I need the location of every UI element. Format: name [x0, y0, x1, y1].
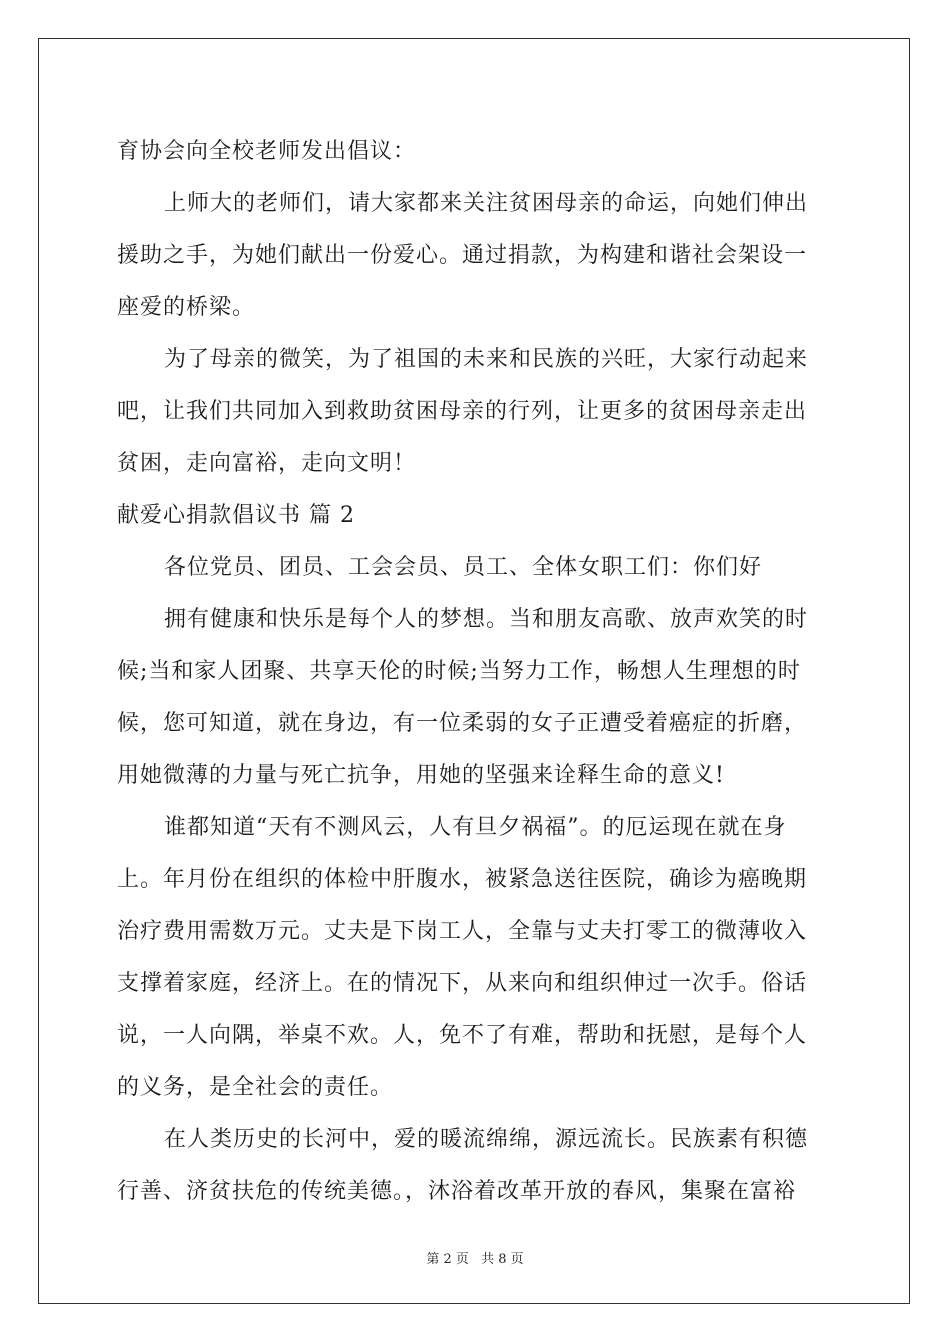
- text-line: 谁都知道“天有不测风云，人有旦夕祸福”。的厄运现在就在身: [164, 815, 787, 840]
- text-line: 在人类历史的长河中，爱的暖流绵绵，源远流长。民族素有积德: [164, 1127, 809, 1152]
- text-line: 说，一人向隅，举桌不欢。人，免不了有难，帮助和抚慰，是每个人: [117, 1023, 808, 1048]
- text-line: 献爱心捐款倡议书 篇 2: [117, 503, 355, 528]
- text-line: 为了母亲的微笑，为了祖国的未来和民族的兴旺，大家行动起来: [164, 347, 809, 372]
- text-line: 座爱的桥梁。: [117, 295, 256, 320]
- text-line: 候;当和家人团聚、共享天伦的时候;当努力工作，畅想人生理想的时: [117, 659, 801, 684]
- text-line: 上师大的老师们，请大家都来关注贫困母亲的命运，向她们伸出: [164, 191, 809, 216]
- text-line: 治疗费用需数万元。丈夫是下岗工人，全靠与丈夫打零工的微薄收入: [117, 919, 808, 944]
- text-line: 贫困，走向富裕，走向文明！: [117, 451, 417, 476]
- text-line: 的义务，是全社会的责任。: [117, 1075, 394, 1100]
- page-number: 第 2 页: [426, 1252, 469, 1267]
- text-line: 行善、济贫扶危的传统美德。，沐浴着改革开放的春风，集聚在富裕: [117, 1179, 797, 1204]
- text-line: 援助之手，为她们献出一份爱心。通过捐款，为构建和谐社会架设一: [117, 243, 808, 268]
- page-footer: [0, 1248, 950, 1267]
- text-line: 候，您可知道，就在身边，有一位柔弱的女子正遭受着癌症的折磨，: [117, 711, 808, 736]
- document-body: [117, 126, 837, 1218]
- text-line: 育协会向全校老师发出倡议：: [117, 139, 417, 164]
- total-pages: 共 8 页: [481, 1252, 524, 1267]
- text-line: 拥有健康和快乐是每个人的梦想。当和朋友高歌、放声欢笑的时: [164, 607, 809, 632]
- text-line: 吧，让我们共同加入到救助贫困母亲的行列，让更多的贫困母亲走出: [117, 399, 808, 424]
- text-line: 上。年月份在组织的体检中肝腹水，被紧急送往医院，确诊为癌晚期: [117, 867, 808, 892]
- text-line: 各位党员、团员、工会会员、员工、全体女职工们：你们好: [164, 555, 763, 580]
- text-line: 支撑着家庭，经济上。在的情况下，从来向和组织伸过一次手。俗话: [117, 971, 808, 996]
- text-line: 用她微薄的力量与死亡抗争，用她的坚强来诠释生命的意义!: [117, 763, 725, 788]
